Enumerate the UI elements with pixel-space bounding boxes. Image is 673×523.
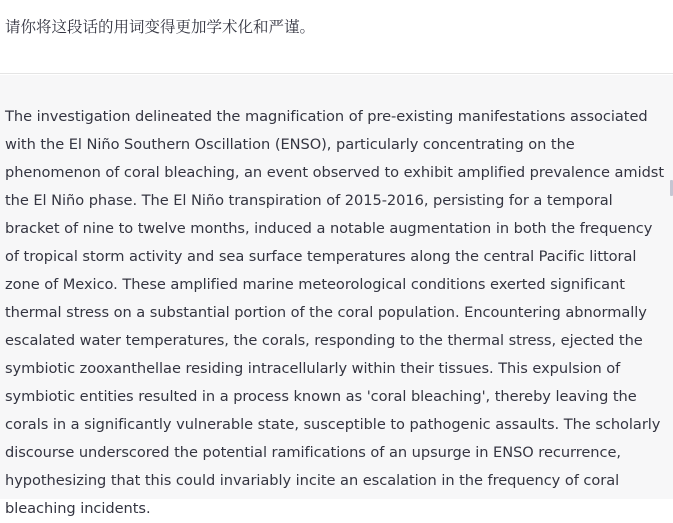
user-message-row — [0, 0, 673, 74]
assistant-message-text: The investigation delineated the magnification of pre-existing manifestations associated with the El Niño Southern Oscillation (ENSO), particularly concentrating on the phenomenon of coral bleaching, an event observed to exhibit amplified prevalence amidst the El Niño phase. The El Niño transpiration of 2015-2016, persisting for a temporal bracket of nine to twelve months, induced a notable augmentation in both the frequency of tropical storm activity and sea surface temperatures along the central Pacific littoral zone of Mexico. These amplified marine meteorological conditions exerted significant thermal stress on a substantial portion of the coral population. Encountering abnormally escalated water temperatures, the corals, responding to the thermal stress, ejected the symbiotic zooxanthellae residing intracellularly within their tissues. This expulsion of symbiotic entities resulted in a process known as 'coral bleaching', thereby leaving the corals in a significantly vulnerable state, susceptible to pathogenic assaults. The scholarly discourse underscored the potential ramifications of an upsurge in ENSO recurrence, hypothesizing that this could invariably incite an escalation in the frequency of coral bleaching incidents. — [5, 108, 665, 517]
assistant-message-row — [0, 75, 673, 517]
user-message-text: 请你将这段话的用词变得更加学术化和严谨。 — [5, 18, 316, 36]
